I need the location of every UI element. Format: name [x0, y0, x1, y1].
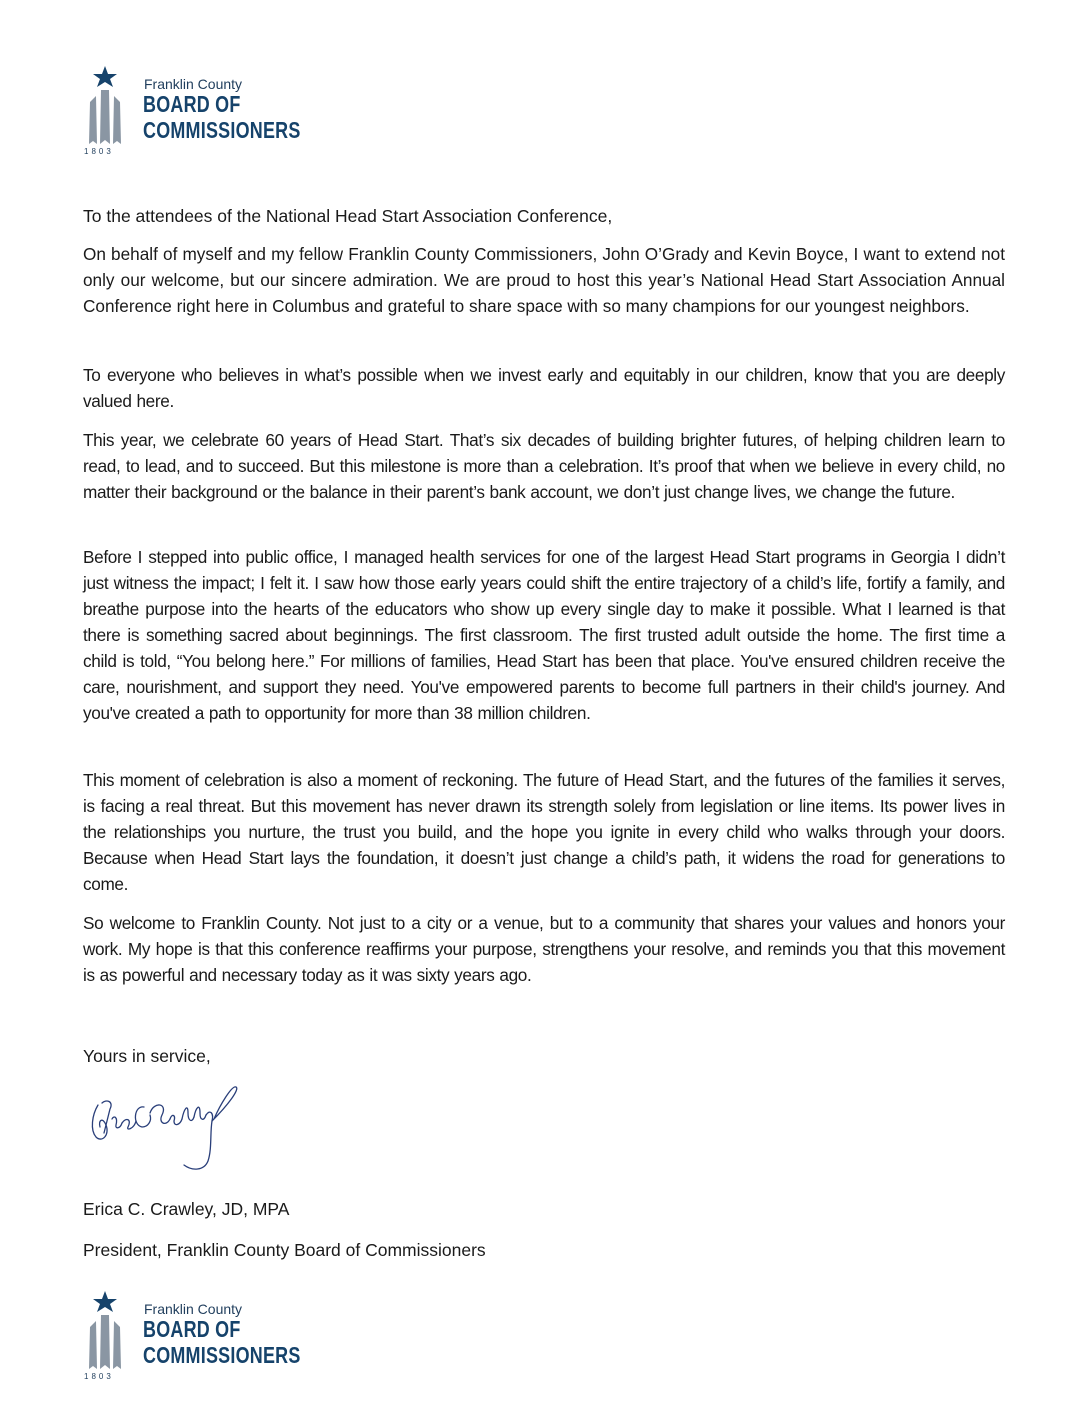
paragraph-background: Before I stepped into public office, I managed health services for one of the largest Head Start programs in Georgia I didn’t just witness the impact; I felt it. I saw how those early years could shift the entire trajectory of a child’s life, fortify a family, and breathe purpose into the hearts of the educators who show up every single day to make it possible. What I learned is that there is something sacred about beginnings. The first classroom. The first trusted adult outside the home. The first time a child is told, “You belong here.” For millions of families, Head Start has been that place. You've ensured children receive the care, nourishment, and support they need. You've empowered parents to become full partners in their child's journey. And you've created a path to opportunity for more than 38 million children. — [83, 547, 1005, 723]
pillars-star-icon — [82, 66, 128, 158]
paragraph-welcome: On behalf of myself and my fellow Franklin County Commissioners, John O’Grady and Kevin Boyce, I want to extend not only our welcome, but our sincere admiration. We are proud to host this year’s National Head Start Association Annual Conference right here in Columbus and grateful to share space with so many champions for our youngest neighbors. — [83, 244, 1005, 316]
logo-county-name: Franklin County — [144, 1301, 243, 1317]
paragraph-valued: To everyone who believes in what’s possible when we invest early and equitably in our children, know that you are deeply valued here. — [83, 365, 1005, 411]
paragraph-reckoning: This moment of celebration is also a moment of reckoning. The future of Head Start, and the futures of the families it serves, is facing a real threat. But this movement has never drawn its strength solely from legislation or line items. Its power lives in the relationships you nurture, the trust you build, and the hope you ignite in every child who walks through your doors. Because when Head Start lays the foundation, it doesn’t just change a child’s path, it widens the road for generations to come. — [83, 770, 1005, 894]
paragraph-closing-welcome: So welcome to Franklin County. Not just to a city or a venue, but to a community that shares your values and honors your work. My hope is that this conference reaffirms your purpose, strengthens your resolve, and reminds you that this movement is as powerful and necessary today as it was sixty years ago. — [83, 913, 1005, 985]
logo-county-name: Franklin County — [144, 76, 243, 92]
signature-image — [88, 1085, 248, 1177]
pillars-star-icon — [82, 1291, 128, 1383]
logo-commissioners: COMMISSIONERS — [143, 1342, 301, 1368]
logo-board-of: BOARD OF — [143, 91, 241, 117]
header-logo — [82, 66, 312, 166]
footer-logo — [82, 1291, 312, 1391]
logo-commissioners: COMMISSIONERS — [143, 117, 301, 143]
signer-name: Erica C. Crawley, JD, MPA — [83, 1199, 290, 1219]
logo-year: 1803 — [84, 147, 114, 156]
signer-title: President, Franklin County Board of Commissioners — [83, 1240, 486, 1260]
salutation: To the attendees of the National Head Start Association Conference, — [83, 206, 613, 226]
logo-board-of: BOARD OF — [143, 1316, 241, 1342]
closing-line: Yours in service, — [83, 1046, 211, 1066]
logo-year: 1803 — [84, 1372, 114, 1381]
paragraph-60-years: This year, we celebrate 60 years of Head Start. That’s six decades of building brighter futures, of helping children learn to read, to lead, and to succeed. But this milestone is more than a celebration. It’s proof that when we believe in every child, no matter their background or the balance in their parent’s bank account, we don’t just change lives, we change the future. — [83, 430, 1005, 502]
